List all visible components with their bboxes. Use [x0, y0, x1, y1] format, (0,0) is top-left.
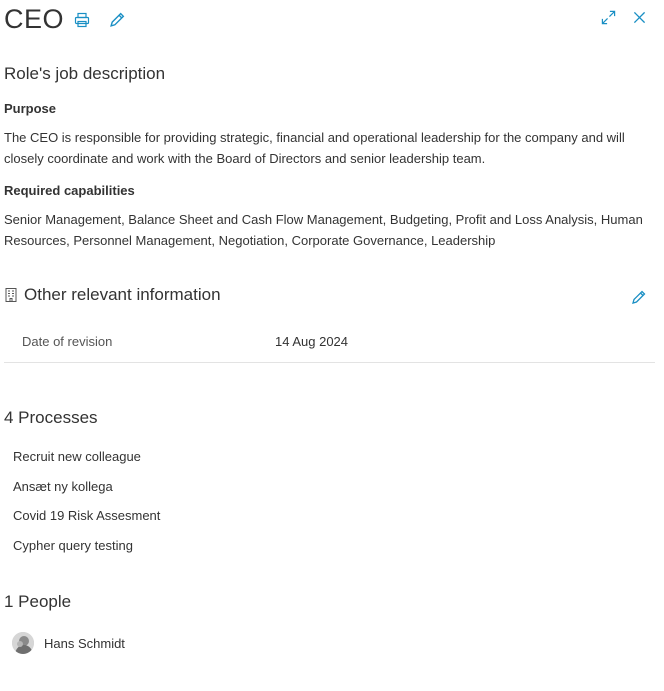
avatar [12, 632, 34, 654]
process-item[interactable]: Recruit new colleague [13, 449, 141, 464]
edit-button[interactable] [107, 9, 127, 29]
process-item[interactable]: Cypher query testing [13, 537, 133, 553]
process-item[interactable]: Covid 19 Risk Assesment [13, 508, 161, 524]
revision-label: Date of revision [22, 334, 113, 349]
printer-icon [74, 12, 90, 28]
process-list [13, 448, 160, 566]
other-info-heading: Other relevant information [24, 285, 221, 304]
revision-row [4, 322, 655, 363]
page-title: CEO [4, 4, 65, 34]
print-button[interactable] [72, 10, 92, 30]
person-item[interactable] [12, 631, 125, 655]
expand-icon [601, 10, 616, 25]
panel-header [0, 0, 664, 44]
pencil-icon [631, 289, 647, 305]
expand-button[interactable] [598, 7, 618, 27]
close-icon [633, 11, 646, 24]
capabilities-label: Required capabilities [4, 183, 135, 198]
pencil-icon [109, 11, 126, 28]
capabilities-text: Senior Management, Balance Sheet and Cash Flow Management, Budgeting, Profit and Loss Analysis, Human Resources, Personnel Management, Negotiation, Corporate Governance, Leadership [4, 212, 643, 248]
building-icon [4, 288, 18, 302]
purpose-text: The CEO is responsible for providing strategic, financial and operational leadership for the company and will closely coordinate and work with the Board of Directors and senior leadership team. [4, 130, 625, 166]
process-item[interactable]: Ansæt ny kollega [13, 478, 113, 494]
processes-heading: 4 Processes [4, 408, 98, 427]
revision-value: 14 Aug 2024 [275, 334, 349, 349]
close-button[interactable] [629, 7, 649, 27]
people-heading: 1 People [4, 592, 72, 611]
other-info-edit-button[interactable] [629, 287, 649, 307]
purpose-label: Purpose [4, 101, 57, 116]
job-description-heading: Role's job description [4, 64, 166, 83]
person-name: Hans Schmidt [44, 635, 125, 651]
